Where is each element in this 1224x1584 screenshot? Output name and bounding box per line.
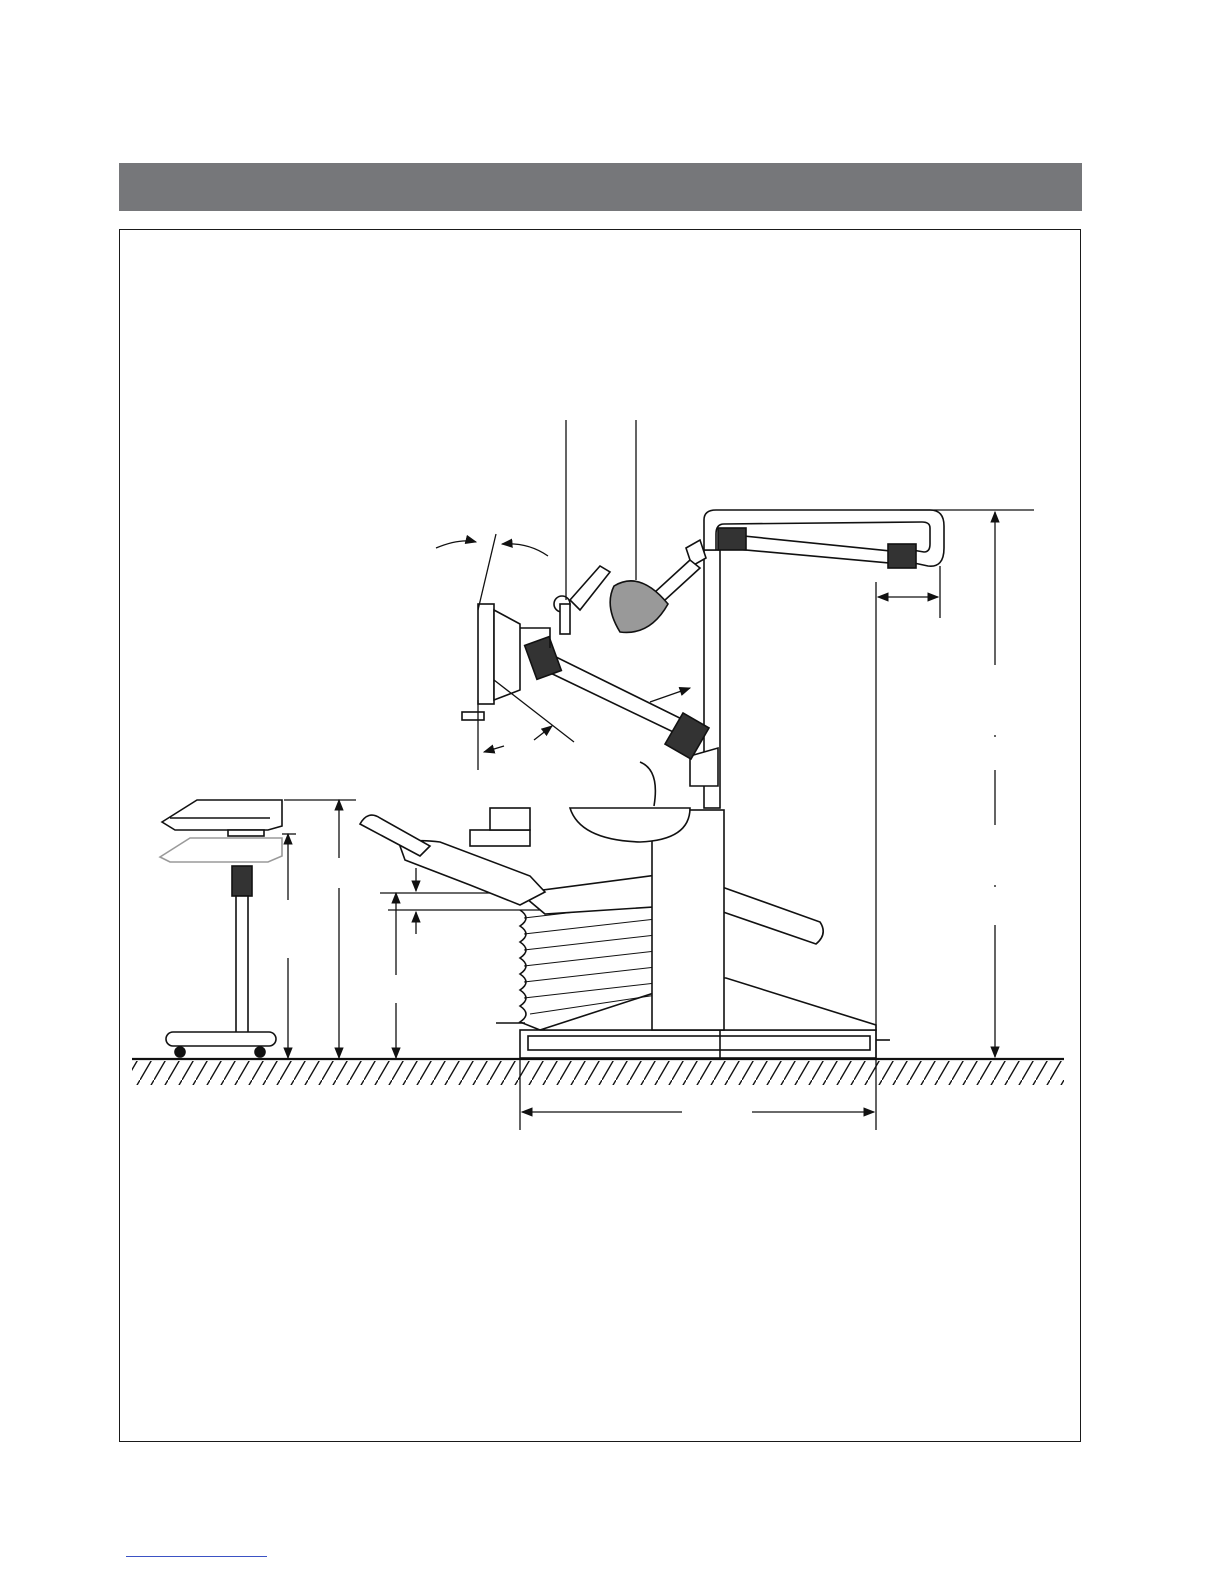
- footer-rule: [126, 1556, 267, 1557]
- dental-chair: [360, 815, 890, 1058]
- floor: [132, 1059, 1064, 1085]
- delivery-cart: [160, 800, 282, 1057]
- operating-light: [554, 510, 944, 634]
